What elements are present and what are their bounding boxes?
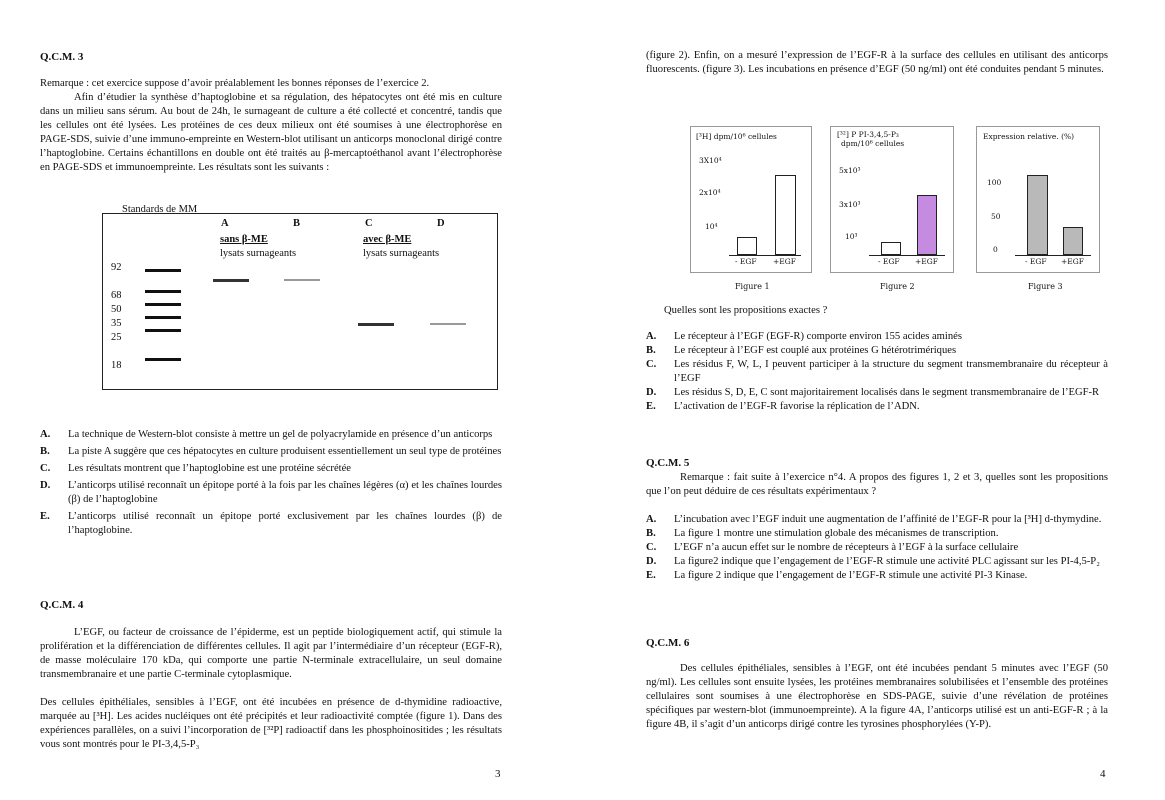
marker-band-18 [145,358,181,361]
qcm4-continued-intro: (figure 2). Enfin, on a mesuré l’expression de l’EGF-R à la surface des cellules en utilisant des anticorps fluorescents. (figure 3). Les incubations en présence d’EGF (50 ng/ml) ont été conduites pendant 5 minutes. [646,50,1108,75]
qcm4-option-d[interactable] [646,386,1108,400]
gel-avec-bme: avec β-ME [363,234,412,245]
option-letter: B. [40,446,50,457]
option-text: L’EGF n’a aucun effet sur le nombre de récepteurs à l’EGF à la surface cellulaire [674,542,1019,553]
qcm4-question: Quelles sont les propositions exactes ? [664,305,828,316]
fig2-bar-plus-egf [917,195,937,255]
page-number-left: 3 [495,768,501,780]
fig2-ylabel-2: dpm/10⁶ cellules [841,139,905,148]
option-letter: C. [646,542,657,553]
qcm5-option-a[interactable] [646,513,1108,527]
qcm3-option-d[interactable] [40,479,502,507]
marker-band-68 [145,290,181,293]
marker-band-25 [145,329,181,332]
qcm4-option-c[interactable] [646,358,1108,386]
egf-figures [690,98,1130,298]
marker-label-35: 35 [111,318,122,329]
fig1-x-plus: +EGF [773,257,796,266]
fig2-ylabel-1: [³²] P PI-3,4,5-P₃ [837,130,899,139]
option-letter: C. [646,359,657,370]
option-text: La figure 1 montre une stimulation globale des mécanismes de transcription. [674,528,999,539]
qcm4-option-b[interactable] [646,344,1108,358]
fig3-x-plus: +EGF [1061,257,1084,266]
option-text: Le récepteur à l’EGF (EGF-R) comporte environ 155 acides aminés [674,331,962,342]
qcm4-paragraph-2: Des cellules épithéliales, sensibles à l’EGF, ont été incubées en présence de d-thymidine radioactive, marquée au [³H]. Les acides nucléiques ont été précipités et leur radioactivité comptée (figure 1). Dans des expériences parallèles, on a suivi l’incorporation de [³²P] radioactif dans les phosphoinositides ; les résultats vous sont montrés pour le PI-3,4,5-P₃ [40,697,502,750]
band-lane-a [213,279,249,282]
gel-lane-d: D [437,218,445,229]
option-letter: D. [646,387,657,398]
fig3-bar-plus-egf [1063,227,1083,255]
option-letter: A. [646,514,657,525]
fig3-x-axis [1015,255,1091,256]
qcm5-remark: Remarque : fait suite à l’exercice n°4. A propos des figures 1, 2 et 3, quelles sont les propositions que l’on peut déduire de ces résultats expérimentaux ? [646,472,1108,497]
fig1-tick-3: 3X10⁴ [699,156,722,165]
option-text: L’anticorps utilisé reconnaît un épitope porté exclusivement par les chaînes lourdes (β) de l’haptoglobine. [68,511,502,536]
option-text: L’incubation avec l’EGF induit une augmentation de l’affinité de l’EGF-R pour la [³H] d-thymydine. [674,514,1102,525]
qcm4-title: Q.C.M. 4 [40,599,84,611]
fig3-bar-minus-egf [1027,175,1048,255]
fig2-tick-1: 10³ [845,232,858,241]
fig2-x-axis [869,255,945,256]
gel-sub-ab: lysats surnageants [220,248,297,259]
gel-lane-a: A [221,218,229,229]
western-blot-gel [102,213,498,390]
page-number-right: 4 [1100,768,1106,780]
marker-label-25: 25 [111,332,122,343]
fig1-x-minus: - EGF [735,257,757,266]
marker-label-68: 68 [111,290,122,301]
qcm5-option-c[interactable] [646,541,1108,555]
marker-label-50: 50 [111,304,122,315]
option-letter: D. [646,556,657,567]
qcm3-body: Afin d’étudier la synthèse d’haptoglobine et sa régulation, des hépatocytes ont été mis en culture dans un milieu sans sérum. Au bout de 24h, le surnageant de culture a été collecté et concentré, tandis que les cellules ont été lysées. Les protéines de ces deux milieux ont été soumises à une électrophorèse en PAGE-SDS, suivie d’une immuno-empreinte en Western-blot utilisant un anticorps monoclonal dirigé contre l’haptoglobine. Certains échantillons en double ont été traités au β-mercaptoéthanol avant l’électrophorèse en PAGE-SDS et immunoempreinte. Les résultats sont les suivants : [40,92,502,173]
option-text: Les résidus S, D, E, C sont majoritairement localisés dans le segment transmembranaire de l’EGF-R [674,387,1100,398]
fig2-tick-3: 3x10³ [839,200,861,209]
option-letter: A. [646,331,657,342]
option-letter: B. [646,345,656,356]
fig1-caption: Figure 1 [735,282,770,291]
qcm3-remark: Remarque : cet exercice suppose d’avoir préalablement les bonnes réponses de l’exercice 2. [40,78,430,89]
option-letter: E. [646,570,656,581]
fig1-ylabel: [³H] dpm/10⁶ cellules [696,132,777,141]
fig3-tick-50: 50 [991,212,1001,221]
fig1-x-axis [729,255,801,256]
fig1-bar-plus-egf [775,175,796,255]
fig1-bar-minus-egf [737,237,757,255]
qcm6-title: Q.C.M. 6 [646,637,690,649]
fig3-x-minus: - EGF [1025,257,1047,266]
marker-label-92: 92 [111,262,122,273]
gel-lane-c: C [365,218,373,229]
marker-band-92 [145,269,181,272]
band-lane-b [284,279,320,281]
fig3-tick-100: 100 [987,178,1002,187]
qcm5-title: Q.C.M. 5 [646,457,690,469]
fig2-x-plus: +EGF [915,257,938,266]
qcm3-option-a[interactable] [40,428,502,442]
qcm5-option-d[interactable] [646,555,1108,569]
option-text: Les résidus F, W, L, I peuvent participer à la structure du segment transmembranaire du récepteur à l’EGF [674,359,1108,384]
option-letter: B. [646,528,656,539]
gel-standards-label: Standards de MM [122,204,198,215]
qcm4-paragraph-1: L’EGF, ou facteur de croissance de l’épiderme, est un peptide biologiquement actif, qui stimule la prolifération et la différenciation de différentes cellules. Il agit par l’intermédiaire d’un récepteur (EGF-R), de masse moléculaire 170 kDa, qui comporte une partie N-terminale extracellulaire, un seul domaine transmembranaire et une partie C-terminale cytoplasmique. [40,627,502,680]
option-letter: C. [40,463,51,474]
qcm3-title: Q.C.M. 3 [40,51,84,63]
option-letter: E. [40,511,50,522]
qcm5-options [646,513,1108,583]
fig2-caption: Figure 2 [880,282,915,291]
qcm5-option-e[interactable] [646,569,1108,583]
qcm5-option-b[interactable] [646,527,1108,541]
option-letter: A. [40,429,51,440]
option-text: La piste A suggère que ces hépatocytes en culture produisent essentiellement un seul type de protéines [68,446,502,457]
band-lane-d [430,323,466,325]
qcm4-option-e[interactable] [646,400,1108,414]
option-text: La figure 2 indique que l’engagement de l’EGF-R stimule une activité PI-3 Kinase. [674,570,1028,581]
gel-lane-b: B [293,218,301,229]
qcm3-options [40,428,502,538]
option-text: La technique de Western-blot consiste à mettre un gel de polyacrylamide en présence d’un anticorps [68,429,493,440]
gel-sub-cd: lysats surnageants [363,248,440,259]
fig3-tick-0: 0 [993,245,998,254]
band-lane-c [358,323,394,326]
option-text: L’activation de l’EGF-R favorise la réplication de l’ADN. [674,401,920,412]
qcm6-body: Des cellules épithéliales, sensibles à l’EGF, ont été incubées pendant 5 minutes avec l’EGF (50 ng/ml). Les cellules sont ensuite lysées, les protéines membranaires solubilisées et l’ensemble des protéines cellulaires sont soumises à une électrophorèse en SDS-PAGE, suivie d’une révélation de protéines spécifiques par western-blot (immunoempreinte). A la figure 4A, l’anticorps utilisé est un anti-EGF-R ; à la figure 4B, il s’agit d’un anticorps dirigé contre les tyrosines phosphorylées (Y-P). [646,663,1108,730]
fig1-tick-1: 10⁴ [705,222,718,231]
qcm4-option-a[interactable] [646,330,1108,344]
marker-label-18: 18 [111,360,122,371]
figure-1 [690,126,812,273]
fig2-tick-5: 5x10³ [839,166,861,175]
fig3-ylabel: Expression relative. (%) [983,132,1075,141]
qcm3-option-b[interactable] [40,445,502,459]
marker-band-35 [145,316,181,319]
option-text: Les résultats montrent que l’haptoglobine est une protéine sécrétée [68,463,351,474]
option-letter: E. [646,401,656,412]
gel-sans-bme: sans β-ME [220,234,268,245]
marker-band-50 [145,303,181,306]
qcm3-option-e[interactable] [40,510,502,538]
fig1-tick-2: 2x10⁴ [699,188,721,197]
fig2-x-minus: - EGF [878,257,900,266]
option-text: Le récepteur à l’EGF est couplé aux protéines G hétérotrimériques [674,345,957,356]
option-text: L’anticorps utilisé reconnaît un épitope porté à la fois par les chaînes légères (α) et les chaînes lourdes (β) de l’haptoglobine [68,480,502,505]
figure-2 [830,126,954,273]
option-text: La figure2 indique que l’engagement de l’EGF-R stimule une activité PLC agissant sur les PI-4,5-P₂ [674,556,1100,567]
option-letter: D. [40,480,51,491]
fig2-bar-minus-egf [881,242,901,255]
fig3-caption: Figure 3 [1028,282,1063,291]
qcm4-options [646,330,1108,414]
qcm3-option-c[interactable] [40,462,502,476]
figure-3 [976,126,1100,273]
